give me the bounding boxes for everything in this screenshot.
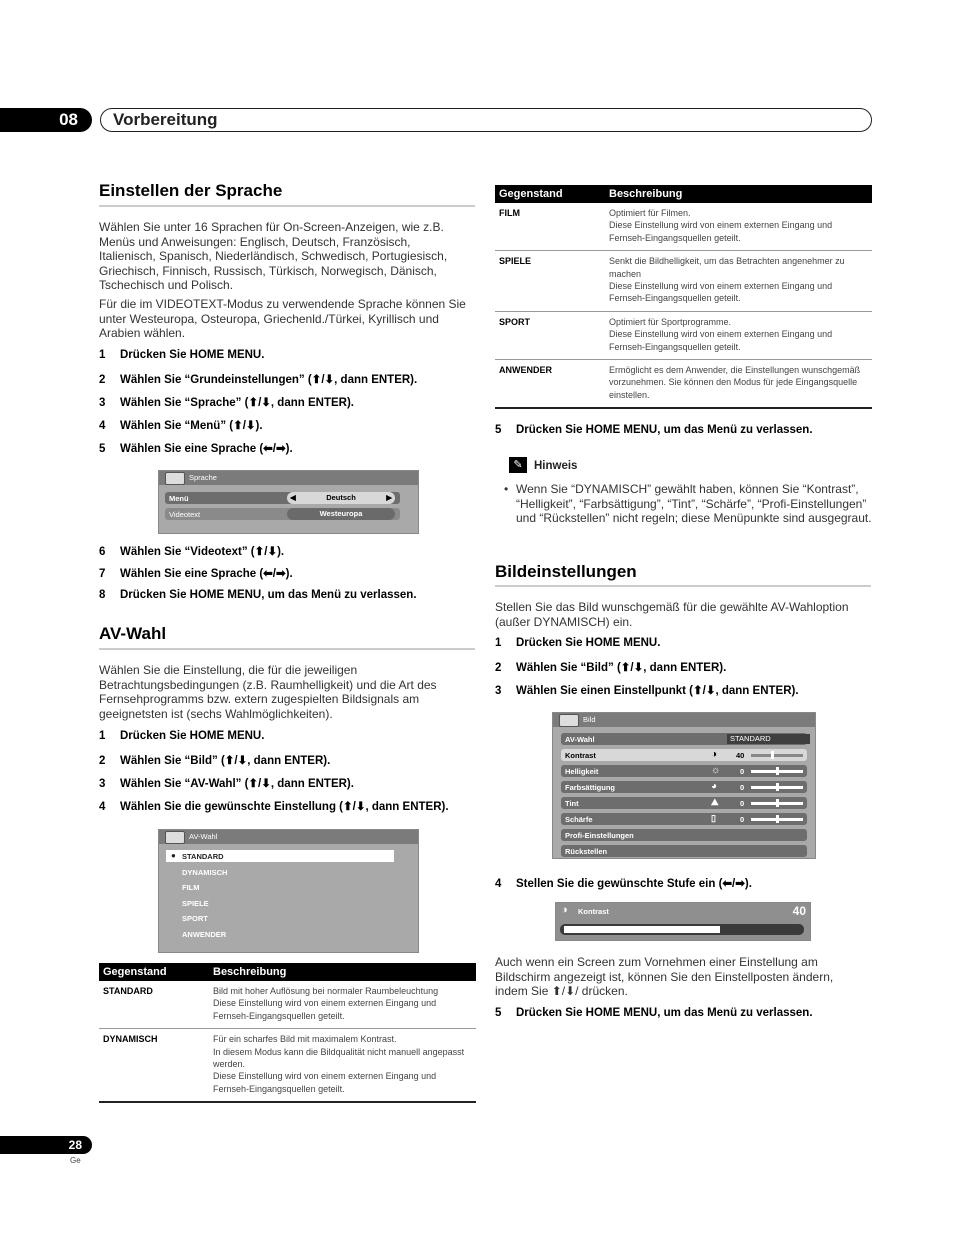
table-header: Beschreibung xyxy=(605,185,872,203)
selected-dot-icon: ● xyxy=(171,851,176,860)
tint-row[interactable]: Tint ⛰ 0 xyxy=(561,797,807,809)
step: 5 Drücken Sie HOME MENU, um das Menü zu verlassen. xyxy=(495,424,813,436)
videotext-value[interactable]: Westeuropa xyxy=(287,508,395,520)
section-heading-sprache: Einstellen der Sprache xyxy=(99,181,283,200)
step: 7 Wählen Sie eine Sprache (⬅/➡). xyxy=(99,568,293,580)
step: 5 Wählen Sie eine Sprache (⬅/➡). xyxy=(99,443,293,455)
step: 1 Drücken Sie HOME MENU. xyxy=(495,637,661,649)
avwahl-para: Wählen Sie die Einstellung, die für die jeweiligen Betrachtungsbedingungen (z.B. Raumhelligkeit) und die Art des Fernsehprogramms bzw. extern zugespielten Bildsignals am geeignetsten ist (sechs Wahlmöglichkeiten). xyxy=(99,663,437,721)
slider-knob[interactable] xyxy=(771,751,774,759)
step: 4 Wählen Sie “Menü” (⬆/⬇). xyxy=(99,420,263,432)
step: 2 Wählen Sie “Bild” (⬆/⬇, dann ENTER). xyxy=(99,755,331,767)
note-title: Hinweis xyxy=(534,460,578,472)
section-heading-bild: Bildeinstellungen xyxy=(495,562,637,581)
kontrast-track[interactable] xyxy=(560,924,804,935)
divider xyxy=(495,585,871,587)
screen-titlebar: AV-Wahl xyxy=(159,830,418,844)
option-standard[interactable]: ● STANDARD xyxy=(166,850,394,862)
bild-para: Stellen Sie das Bild wunschgemäß für die gewählte AV-Wahloption (außer DYNAMISCH) ein. xyxy=(495,600,849,629)
screen-titlebar: Sprache xyxy=(159,471,418,485)
farbsaettigung-slider[interactable] xyxy=(751,786,803,789)
bild-para2: Auch wenn ein Screen zum Vornehmen einer Einstellung am Bildschirm angezeigt ist, können Sie den Einstellposten ändern, indem Sie ⬆/⬇/ drücken. xyxy=(495,955,834,999)
tv-icon xyxy=(165,472,185,485)
helligkeit-slider[interactable] xyxy=(751,770,803,773)
table-row: DYNAMISCH Für ein scharfes Bild mit maximalem Kontrast. In diesem Modus kann die Bildqualität nicht manuell angepasst werden. Diese Einstellung wird von einem externen Eingang und Fernseh-Eingangsquellen geteilt. xyxy=(99,1029,476,1103)
table-row: SPIELE Senkt die Bildhelligkeit, um das Betrachten angenehmer zu machen Diese Einstellung wird von einem externen Eingang und Fernseh-Eingangsquellen geteilt. xyxy=(495,251,872,312)
tv-icon xyxy=(165,831,185,844)
bild-screen xyxy=(552,712,816,859)
option-dynamisch[interactable]: DYNAMISCH xyxy=(182,868,228,877)
kontrast-fill xyxy=(564,926,720,933)
menu-row[interactable]: Menü xyxy=(165,492,400,504)
brightness-icon: ☼ xyxy=(711,765,721,776)
avwahl-table xyxy=(99,963,476,1103)
table-row: FILM Optimiert für Filmen. Diese Einstellung wird von einem externen Eingang und Fernseh-Eingangsquellen geteilt. xyxy=(495,203,872,251)
step: 2 Wählen Sie “Grundeinstellungen” (⬆/⬇, dann ENTER). xyxy=(99,374,418,386)
avwahl-screen xyxy=(158,829,419,953)
slider-knob[interactable] xyxy=(776,799,779,807)
tv-icon xyxy=(559,714,579,727)
slider-knob[interactable] xyxy=(776,783,779,791)
screen-titlebar: Bild xyxy=(553,713,815,727)
avwahl-value: STANDARD xyxy=(727,734,810,744)
page-number-text: 28 xyxy=(68,1138,82,1152)
farbsaettigung-row[interactable]: Farbsättigung ◕ 0 xyxy=(561,781,807,793)
chapter-title xyxy=(100,108,872,132)
step: 3 Wählen Sie “Sprache” (⬆/⬇, dann ENTER). xyxy=(99,397,354,409)
contrast-icon: ◑ xyxy=(561,904,568,916)
color-icon: ◕ xyxy=(711,781,718,792)
bild-avwahl-row[interactable]: AV-Wahl xyxy=(561,733,807,745)
sprache-screen xyxy=(158,470,419,534)
chapter-title-text: Vorbereitung xyxy=(113,110,218,129)
videotext-row[interactable]: Videotext xyxy=(165,508,400,520)
kontrast-label: Kontrast xyxy=(578,907,609,916)
table-row: SPORT Optimiert für Sportprogramme. Diese Einstellung wird von einem externen Eingang und Fernseh-Eingangsquellen geteilt. xyxy=(495,311,872,359)
table-row: STANDARD Bild mit hoher Auflösung bei normaler Raumbeleuchtung Diese Einstellung wird von einem externen Eingang und Fernseh-Eingangsquellen geteilt. xyxy=(99,981,476,1029)
section-heading-avwahl: AV-Wahl xyxy=(99,624,167,643)
profi-row[interactable]: Profi-Einstellungen xyxy=(561,829,807,841)
step: 2 Wählen Sie “Bild” (⬆/⬇, dann ENTER). xyxy=(495,662,727,674)
tint-icon: ⛰ xyxy=(711,797,719,807)
slider-knob[interactable] xyxy=(776,815,779,823)
page-number xyxy=(0,1136,92,1154)
language-code: Ge xyxy=(70,1156,81,1165)
kontrast-value: 40 xyxy=(792,904,806,918)
chapter-number xyxy=(0,108,92,132)
step: 6 Wählen Sie “Videotext” (⬆/⬇). xyxy=(99,546,285,558)
step: 1 Drücken Sie HOME MENU. xyxy=(99,730,265,742)
step: 4 Stellen Sie die gewünschte Stufe ein (⬅/➡). xyxy=(495,878,752,890)
option-anwender[interactable]: ANWENDER xyxy=(182,930,227,939)
contrast-icon: ◑ xyxy=(711,749,718,760)
note-text: Wenn Sie “DYNAMISCH” gewählt haben, können Sie “Kontrast”, “Helligkeit”, “Farbsättigung”, “Tint”, “Schärfe”, “Profi-Einstellungen” und “Rückstellen” nicht regeln; diese Menüpunkte sind ausgegraut. xyxy=(516,482,872,526)
helligkeit-row[interactable]: Helligkeit ☼ 0 xyxy=(561,765,807,777)
table-header: Gegenstand xyxy=(99,963,209,981)
chapter-number-text: 08 xyxy=(59,110,78,129)
option-film[interactable]: FILM xyxy=(182,883,200,892)
option-sport[interactable]: SPORT xyxy=(182,914,208,923)
bullet: • xyxy=(504,482,509,496)
table-header: Beschreibung xyxy=(209,963,476,981)
kontrast-slider[interactable] xyxy=(751,754,803,757)
step: 4 Wählen Sie die gewünschte Einstellung (⬆/⬇, dann ENTER). xyxy=(99,801,449,813)
step: 1 Drücken Sie HOME MENU. xyxy=(99,349,265,361)
divider xyxy=(99,205,475,207)
arrow-left-icon: ◀ xyxy=(290,493,296,502)
table-row: ANWENDER Ermöglicht es dem Anwender, die Einstellungen wunschgemäß vorzunehmen. Sie können den Modus für jede Eingangsquelle einstellen. xyxy=(495,360,872,409)
sprache-para1: Wählen Sie unter 16 Sprachen für On-Screen-Anzeigen, wie z.B. Menüs und Anweisungen: Englisch, Deutsch, Französisch, Italienisch, Spanisch, Niederländisch, Schwedisch, Portugiesisch, Griechisch, Finnisch, Russisch, Türkisch, Norwegisch, Dänisch, Tschechisch und Polisch. xyxy=(99,220,448,293)
step: 3 Wählen Sie einen Einstellpunkt (⬆/⬇, dann ENTER). xyxy=(495,685,799,697)
step: 8 Drücken Sie HOME MENU, um das Menü zu verlassen. xyxy=(99,589,417,601)
kontrast-row[interactable]: Kontrast ◑ 40 xyxy=(561,749,807,761)
tint-slider[interactable] xyxy=(751,802,803,805)
step: 5 Drücken Sie HOME MENU, um das Menü zu verlassen. xyxy=(495,1007,813,1019)
schaerfe-slider[interactable] xyxy=(751,818,803,821)
option-spiele[interactable]: SPIELE xyxy=(182,899,209,908)
reset-row[interactable]: Rückstellen xyxy=(561,845,807,857)
sharpness-icon: ▯ xyxy=(711,813,716,823)
mode-table xyxy=(495,185,872,409)
table-header: Gegenstand xyxy=(495,185,605,203)
kontrast-adjust-screen xyxy=(555,902,811,941)
note-pencil-icon: ✎ xyxy=(509,457,527,473)
slider-knob[interactable] xyxy=(776,767,779,775)
divider xyxy=(99,648,475,650)
schaerfe-row[interactable]: Schärfe ▯ 0 xyxy=(561,813,807,825)
menu-value-selector[interactable]: ◀ Deutsch ▶ xyxy=(287,492,395,504)
arrow-right-icon: ▶ xyxy=(386,493,392,502)
step: 3 Wählen Sie “AV-Wahl” (⬆/⬇, dann ENTER). xyxy=(99,778,354,790)
sprache-para2: Für die im VIDEOTEXT-Modus zu verwendende Sprache können Sie unter Westeuropa, Osteuropa, Griechenld./Türkei, Kyrillisch und Arabien wählen. xyxy=(99,297,466,341)
